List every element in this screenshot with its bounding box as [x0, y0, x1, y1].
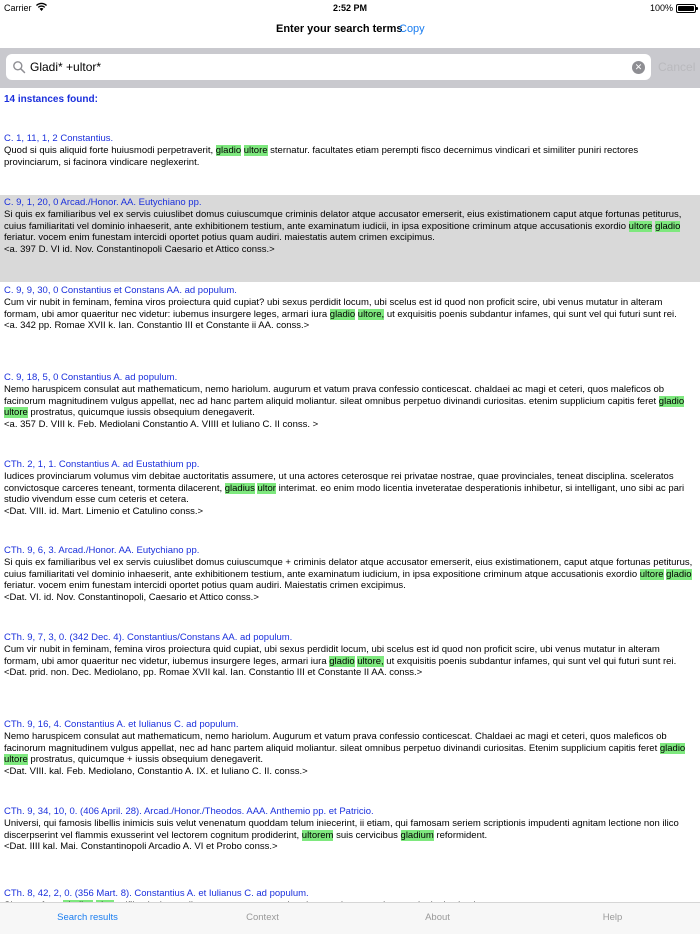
result-entry[interactable]	[0, 285, 700, 332]
search-match-highlight: gladio	[658, 395, 685, 407]
entry-text-segment: Quod si quis aliquid forte huiusmodi perpetraverit,	[4, 144, 216, 156]
entry-text-segment: Universi, qui famosis libellis inimicis suis velut venenatum quoddam telum iniecerint, ii etiam, qui famosam seriem scriptionis impudenti agnitam lectione non ilico discerpserint vel flammis exusserint vel lectorem cognitum prodiderint,	[4, 817, 679, 841]
status-time: 2:52 PM	[332, 3, 367, 13]
entry-text-segment: suis cervicibus	[333, 829, 401, 841]
entry-text-segment: feriatur. vocem enim funestam intercidi oportet potius quam audiri. Maiestatis crimen excipimus.	[4, 580, 406, 592]
entry-citation: CTh. 9, 6, 3. Arcad./Honor. AA. Eutychiano pp.	[4, 545, 200, 556]
entry-date-note: <Dat. IIII kal. Mai. Constantinopoli Arcadio A. VI et Probo conss.>	[4, 841, 278, 853]
search-match-highlight: gladius	[224, 482, 255, 494]
search-input[interactable]	[30, 60, 632, 74]
entry-date-note: <a. 357 D. VIII k. Feb. Mediolani Constantio A. VIIII et Iuliano C. II conss. >	[4, 419, 319, 431]
tab-bar	[0, 902, 700, 934]
search-match-highlight: ultor	[257, 482, 276, 494]
entry-text-segment: Nemo haruspicem consulat aut mathematicum, nemo hariolum. augurum et vatum prava confessio conticescat. chaldaei ac magi et ceteri, quos maleficos ob facinorum magnitudinem vulgus appellat, nec ad hanc partem aliquid moliantur. sileat omnibus perpetuo divinandi curiositas. etenim supplicium capitis feret	[4, 383, 665, 407]
battery-fill	[678, 6, 694, 11]
entry-citation: CTh. 8, 42, 2, 0. (356 Mart. 8). Constantius A. et Iulianus C. ad populum.	[4, 888, 309, 899]
entry-text	[4, 209, 696, 244]
clear-icon[interactable]: ✕	[632, 61, 645, 74]
entry-text	[4, 297, 696, 321]
search-match-highlight: gladio	[659, 742, 686, 754]
entry-text	[4, 384, 696, 419]
battery-icon	[676, 4, 696, 13]
entry-text	[4, 145, 696, 169]
search-match-highlight: ultore,	[357, 655, 384, 667]
entry-citation: CTh. 9, 7, 3, 0. (342 Dec. 4). Constantius/Constans AA. ad populum.	[4, 632, 293, 643]
search-match-highlight: ultore	[243, 144, 268, 156]
entry-text	[4, 471, 696, 506]
entry-citation: CTh. 9, 16, 4. Constantius A. et Iulianus C. ad populum.	[4, 719, 239, 730]
entry-text	[4, 818, 696, 842]
status-right	[650, 3, 696, 13]
entry-text-segment: Si quis ex familiaribus vel ex servis cuiuslibet domus cuiuscumque + criminis delator atque accusator emerserit, eius existimationem, caput atque fortunas petiturus, cuius familiaritati vel dominio inhaeserit, ante exhibitionem testium, ante examinatum iudicium, in ipsa expositione criminum atque accusationis exordio	[4, 556, 693, 580]
search-match-highlight: gladio	[329, 308, 356, 320]
entry-date-note: <Dat. VI. id. Nov. Constantinopoli, Caesario et Attico conss.>	[4, 592, 259, 604]
result-entry[interactable]	[0, 133, 700, 168]
entry-date-note: <a. 342 pp. Romae XVII k. Ian. Constantio III et Constante ii AA. conss.>	[4, 320, 310, 332]
copy-button[interactable]: Copy	[399, 23, 425, 35]
results-count: 14 instances found:	[4, 94, 98, 105]
entry-citation: CTh. 2, 1, 1. Constantius A. ad Eustathium pp.	[4, 459, 200, 470]
search-match-highlight: ultore	[4, 407, 28, 419]
search-match-highlight: gladio	[655, 220, 681, 232]
cancel-button[interactable]: Cancel	[658, 60, 696, 74]
entry-text-segment: Cum vir nubit in feminam, femina viros proiectura quid cupiat? ubi sexus perdidit locum, ubi scelus est id quod non proficit scire, ubi venus mutatur in alteram formam, ubi amor quaeritur nec videtur: iubemus insurgere leges, armari iura	[4, 296, 663, 320]
entry-text-segment: ut exquisitis poenis subdantur infames, qui sunt vel qui futuri sunt rei.	[383, 655, 677, 667]
search-match-highlight: ultore,	[357, 308, 385, 320]
result-entry[interactable]	[0, 372, 700, 431]
search-match-highlight: gladio	[666, 568, 692, 580]
entry-date-note: <Dat. prid. non. Dec. Mediolano, pp. Romae XVII kal. Ian. Constantio III et Constante II AA. conss.>	[4, 667, 423, 679]
result-entry[interactable]	[0, 719, 700, 778]
entry-text-segment: sternatur. facultates etiam perempti fisco decernimus vindicari et similiter puniri rectores provinciarum, si facinora vindicare neglexerint.	[4, 144, 639, 168]
tab-search-results[interactable]: Search results	[57, 912, 118, 923]
battery-percent: 100%	[649, 3, 673, 13]
entry-text-segment: prostratus, quicumque iussis obsequium denegaverit.	[27, 407, 255, 419]
tab-help[interactable]: Help	[602, 912, 623, 923]
entry-text-segment: Iudices provinciarum volumus vim debitae auctoritatis assumere, ut una actores ceterosque rei privatae nostrae, quae provinciales, teneat disciplina. sceleratos convictosque carceres teneant, tormenta dilacerent,	[4, 470, 674, 494]
search-match-highlight: ultore	[639, 568, 664, 580]
entry-text	[4, 731, 696, 766]
entry-date-note: <a. 397 D. VI id. Nov. Constantinopoli Caesario et Attico conss.>	[4, 244, 275, 256]
search-match-highlight: gladio	[329, 655, 355, 667]
header-title: Enter your search terms	[276, 23, 403, 35]
header	[0, 16, 700, 48]
entry-citation: C. 9, 18, 5, 0 Constantius A. ad populum.	[4, 372, 178, 383]
result-entry[interactable]	[0, 632, 700, 679]
result-entry[interactable]	[0, 545, 700, 604]
status-bar	[0, 0, 700, 16]
result-entry[interactable]	[0, 459, 700, 518]
entry-text	[4, 644, 696, 668]
entry-text-segment: prostratus, quicumque + iussis obsequium denegaverit.	[27, 754, 264, 766]
entry-date-note: <Dat. VIII. id. Mart. Limenio et Catulino conss.>	[4, 506, 204, 518]
entry-text-segment: Cum vir nubit in feminam, femina viros proiectura quid cupiat, ubi sexus perdidit locum, ubi scelus est id quod non proficit scire, ubi venus mutatur in alteram formam, ubi amor quaeritur nec videtur, iubemus insurgere leges, armari iura	[4, 643, 660, 667]
search-match-highlight: ultorem	[301, 829, 334, 841]
tab-context[interactable]: Context	[246, 912, 279, 923]
result-entry[interactable]	[0, 806, 700, 853]
result-entry[interactable]	[0, 195, 700, 282]
entry-text-segment: ut exquisitis poenis subdantur infames, qui sunt vel qui futuri sunt rei.	[384, 308, 677, 320]
search-box[interactable]	[6, 54, 651, 80]
search-bar	[0, 48, 700, 88]
search-match-highlight: gladio	[215, 144, 242, 156]
search-match-highlight: ultore	[4, 754, 28, 766]
carrier-label: Carrier	[4, 3, 32, 13]
entry-date-note: <Dat. VIII. kal. Feb. Mediolano, Constantio A. IX. et Iuliano C. II. conss.>	[4, 766, 308, 778]
entry-text-segment: Si quis ex familiaribus vel ex servis cuiuslibet domus cuiuscumque criminis delator atque accusator emerserit, eius existimationem caput atque fortunas petiturus, cuius familiaritati vel dominio inhaeserit, ante exhibitionem testium, ante examinatum iudicii, in ipsa expositione criminum atque accusationis exordio	[4, 208, 682, 232]
entry-text-segment: feriatur. vocem enim funestam intercidi oportet potius quam audiri. maiestatis autem crimen excipimus.	[4, 232, 435, 244]
results-list[interactable]	[0, 88, 700, 902]
search-match-highlight: gladium	[400, 829, 434, 841]
entry-text-segment: reformident.	[433, 829, 488, 841]
search-icon	[12, 60, 26, 74]
entry-citation: CTh. 9, 34, 10, 0. (406 April. 28). Arcad./Honor./Theodos. AAA. Anthemio pp. et Patricio.	[4, 806, 374, 817]
entry-text-segment: Nemo haruspicem consulat aut mathematicum, nemo hariolum. Augurum et vatum prava confessio conticescat. Chaldaei ac magi et ceteri, quos maleficos ob facinorum magnitudinem vulgus appellat, nec ad hanc partem aliquid moliantur. sileat omnibus perpetuo divinandi curiositas. Etenim supplicium capitis feret	[4, 730, 667, 754]
entry-text	[4, 557, 696, 592]
entry-citation: C. 9, 1, 20, 0 Arcad./Honor. AA. Eutychiano pp.	[4, 197, 202, 208]
search-match-highlight: ultore	[628, 220, 653, 232]
entry-citation: C. 1, 11, 1, 2 Constantius.	[4, 133, 114, 144]
entry-citation: C. 9, 9, 30, 0 Constantius et Constans AA. ad populum.	[4, 285, 237, 296]
tab-about[interactable]: About	[425, 912, 450, 923]
entry-text-segment: interimat. eo enim modo licentia inveteratae desperationis inhibetur, si intelligant, uno sibi ac pari studio vivendum esse cum ceteris et cetera.	[4, 482, 685, 506]
